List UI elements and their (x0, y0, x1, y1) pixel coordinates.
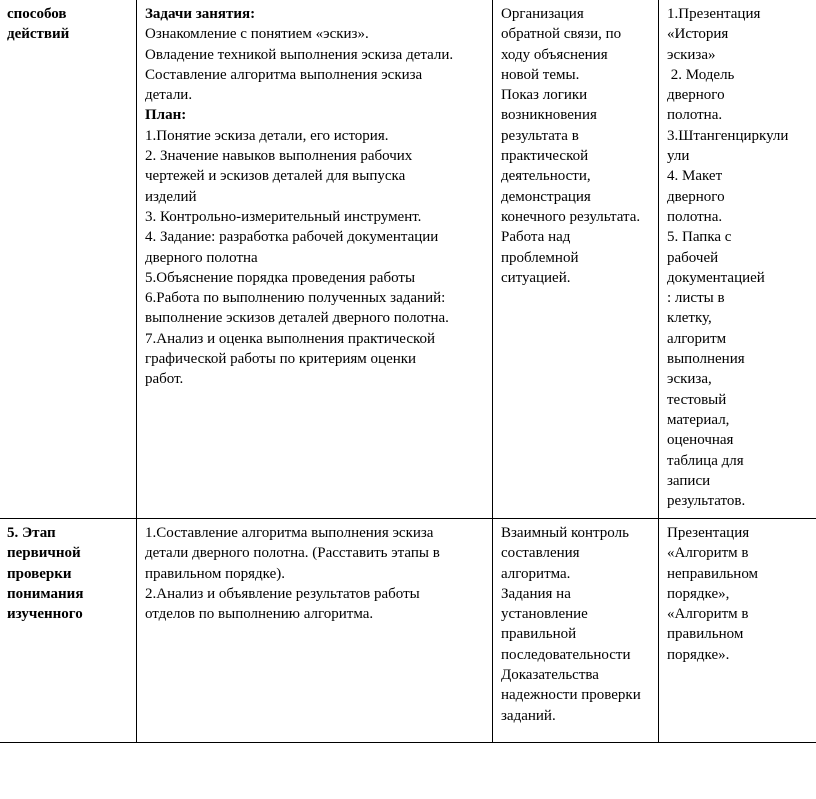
content-line: 1.Составление алгоритма выполнения эскиза (145, 525, 434, 541)
method-line: обратной связи, по (501, 26, 622, 43)
plan-line: дверного полотна (145, 249, 258, 266)
equipment-line: порядке», (667, 585, 730, 602)
equipment-line: дверного (667, 87, 725, 104)
equipment-cell (659, 0, 816, 519)
equipment-line: : листы в (667, 290, 725, 307)
equipment-line: рабочей (667, 249, 719, 266)
stage-label: способов действий (7, 6, 70, 43)
plan-line: 2. Значение навыков выполнения рабочих (145, 148, 413, 165)
plan-line: графической работы по критериям оценки (145, 351, 417, 368)
stage-cell (0, 519, 137, 743)
method-line: возникновения (501, 107, 597, 124)
equipment-line: 5. Папка с (667, 229, 732, 246)
equipment-line: полотна. (667, 107, 723, 124)
equipment-line: документацией (667, 269, 765, 286)
equipment-line: ули (667, 148, 690, 165)
method-line: ситуацией. (501, 269, 571, 286)
content-line: правильном порядке). (145, 565, 285, 582)
method-line: Доказательства (501, 667, 599, 684)
plan-line: выполнение эскизов деталей дверного полотна. (145, 310, 449, 327)
equipment-line: 1.Презентация (667, 6, 761, 22)
equipment-line: результатов. (667, 493, 746, 510)
equipment-line: полотна. (667, 208, 723, 225)
equipment-line: алгоритм (667, 330, 727, 347)
method-line: надежности проверки (501, 687, 641, 704)
stage-label: 5. Этап первичной проверки понимания изученного (7, 525, 84, 623)
method-line: Организация (501, 6, 584, 22)
plan-line: 7.Анализ и оценка выполнения практической (145, 330, 436, 347)
task-line: Составление алгоритма выполнения эскиза (145, 66, 423, 83)
method-line: практической (501, 148, 589, 165)
equipment-line: клетку, (667, 310, 712, 327)
plan-line: 3. Контрольно-измерительный инструмент. (145, 208, 422, 225)
stage-cell (0, 0, 137, 519)
method-line: Задания на (501, 585, 571, 602)
equipment-line: оценочная (667, 432, 734, 449)
plan-line: изделий (145, 188, 197, 205)
task-line: детали. (145, 87, 193, 104)
tasks-list (145, 24, 486, 105)
equipment-line: 3.Штангенциркули (667, 127, 789, 144)
plan-line: 4. Задание: разработка рабочей документации (145, 229, 439, 246)
method-line: составления (501, 545, 580, 562)
method-line: алгоритма. (501, 565, 571, 582)
equipment-line: «Алгоритм в (667, 606, 749, 623)
method-cell (493, 0, 659, 519)
method-line: проблемной (501, 249, 579, 266)
plan-heading: План: (145, 107, 187, 124)
method-line: правильной (501, 626, 577, 643)
equipment-line: эскиза» (667, 46, 716, 63)
table-row (0, 519, 816, 743)
content-line: 2.Анализ и объявление результатов работы (145, 585, 420, 602)
equipment-line: «Алгоритм в (667, 545, 749, 562)
method-line: Показ логики (501, 87, 588, 104)
method-line: ходу объяснения (501, 46, 608, 63)
content-line: детали дверного полотна. (Расставить этапы в (145, 545, 440, 562)
equipment-line: «История (667, 26, 729, 43)
method-line: деятельности, (501, 168, 591, 185)
equipment-line: выполнения (667, 351, 745, 368)
equipment-line: записи (667, 472, 711, 489)
equipment-line: неправильном (667, 565, 759, 582)
method-line: Работа над (501, 229, 571, 246)
equipment-line: 4. Макет (667, 168, 723, 185)
plan-line: работ. (145, 371, 184, 388)
equipment-line: эскиза, (667, 371, 712, 388)
method-line: Взаимный контроль (501, 525, 629, 541)
method-line: последовательности (501, 646, 631, 663)
equipment-line: дверного (667, 188, 725, 205)
equipment-line: таблица для (667, 452, 744, 469)
method-line: конечного результата. (501, 208, 641, 225)
task-line: Овладение техникой выполнения эскиза детали. (145, 46, 454, 63)
plan-line: 1.Понятие эскиза детали, его история. (145, 127, 389, 144)
task-line: Ознакомление с понятием «эскиз». (145, 26, 369, 43)
method-line: результата в (501, 127, 579, 144)
method-line: установление (501, 606, 588, 623)
method-line: новой темы. (501, 66, 580, 83)
method-line: заданий. (501, 707, 556, 724)
equipment-line: материал, (667, 411, 730, 428)
plan-list (145, 126, 486, 390)
plan-line: 6.Работа по выполнению полученных заданий: (145, 290, 446, 307)
plan-line: чертежей и эскизов деталей для выпуска (145, 168, 406, 185)
equipment-line: 2. Модель (667, 66, 735, 83)
equipment-line: тестовый (667, 391, 727, 408)
plan-line: 5.Объяснение порядка проведения работы (145, 269, 416, 286)
content-cell (137, 0, 493, 519)
tasks-heading: Задачи занятия: (145, 6, 256, 22)
equipment-line: порядке». (667, 646, 730, 663)
method-cell (493, 519, 659, 743)
content-line: отделов по выполнению алгоритма. (145, 606, 374, 623)
equipment-cell (659, 519, 816, 743)
equipment-line: Презентация (667, 525, 750, 541)
content-cell (137, 519, 493, 743)
method-line: демонстрация (501, 188, 591, 205)
equipment-line: правильном (667, 626, 744, 643)
